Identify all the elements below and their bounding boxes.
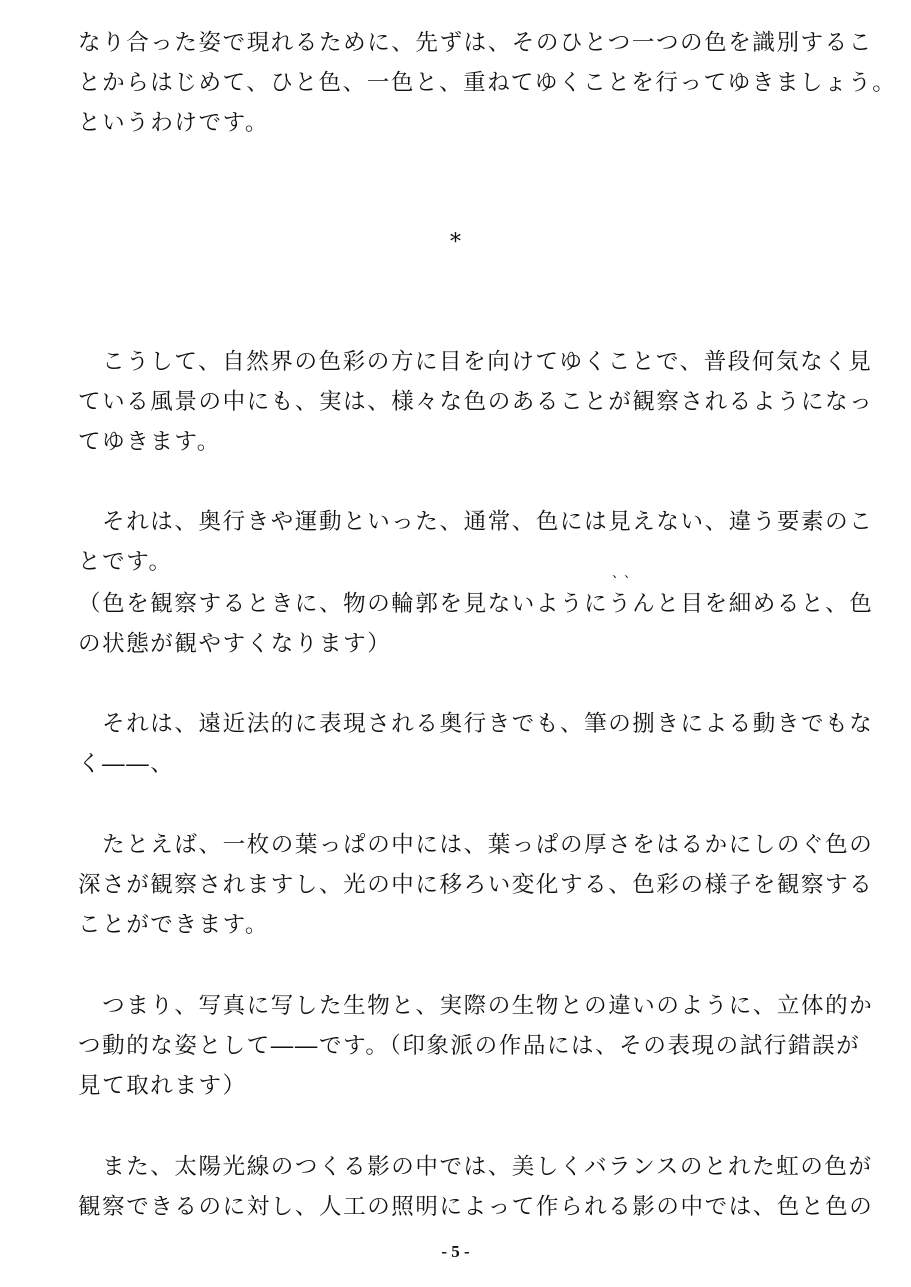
- page-number: - 5 -: [441, 1242, 470, 1261]
- text-line-note: [78, 584, 874, 624]
- text-line: つ動的な姿として――です。（印象派の作品には、その表現の試行錯誤が: [78, 1033, 861, 1059]
- text-line: ている風景の中にも、実は、様々な色のあることが観察されるようになっ: [78, 389, 874, 415]
- text-line: つまり、写真に写した生物と、実際の生物との違いのように、立体的か: [78, 993, 874, 1019]
- text-line: く――、: [78, 751, 175, 777]
- text-line: それは、遠近法的に表現される奥行きでも、筆の捌きによる動きでもな: [78, 711, 874, 737]
- text-line: それは、奥行きや運動といった、通常、色には見えない、違う要素のこ: [78, 509, 874, 535]
- text-line: 深さが観察されますし、光の中に移ろい変化する、色彩の様子を観察する: [78, 872, 874, 898]
- text-line: なり合った姿で現れるために、先ずは、そのひとつ一つの色を識別するこ: [78, 30, 873, 56]
- note-text-after: と目を細めると、色: [656, 591, 874, 617]
- text-line: というわけです。: [78, 110, 270, 136]
- text-line: ことができます。: [78, 912, 270, 938]
- text-line: てゆきます。: [78, 429, 221, 455]
- text-line: とです。: [78, 549, 173, 575]
- note-text-before: （色を観察するときに、物の輪郭を見ないように: [78, 591, 609, 617]
- text-line: また、太陽光線のつくる影の中では、美しくバランスのとれた虹の色が: [78, 1154, 873, 1180]
- text-line: 見て取れます）: [78, 1073, 247, 1099]
- text-line: こうして、自然界の色彩の方に目を向けてゆくことで、普段何気なく見: [78, 349, 873, 375]
- text-line: たとえば、一枚の葉っぱの中には、葉っぱの厚さをはるかにしのぐ色の: [78, 832, 874, 858]
- text-line: とからはじめて、ひと色、一色と、重ねてゆくことを行ってゆきましょう。: [78, 70, 897, 96]
- emphasized-word: 、、 うん: [608, 584, 656, 624]
- section-separator: *: [450, 230, 461, 255]
- text-line: 観察できるのに対し、人工の照明によって作られる影の中では、色と色の: [78, 1194, 874, 1220]
- text-line: の状態が観やすくなります）: [78, 631, 392, 657]
